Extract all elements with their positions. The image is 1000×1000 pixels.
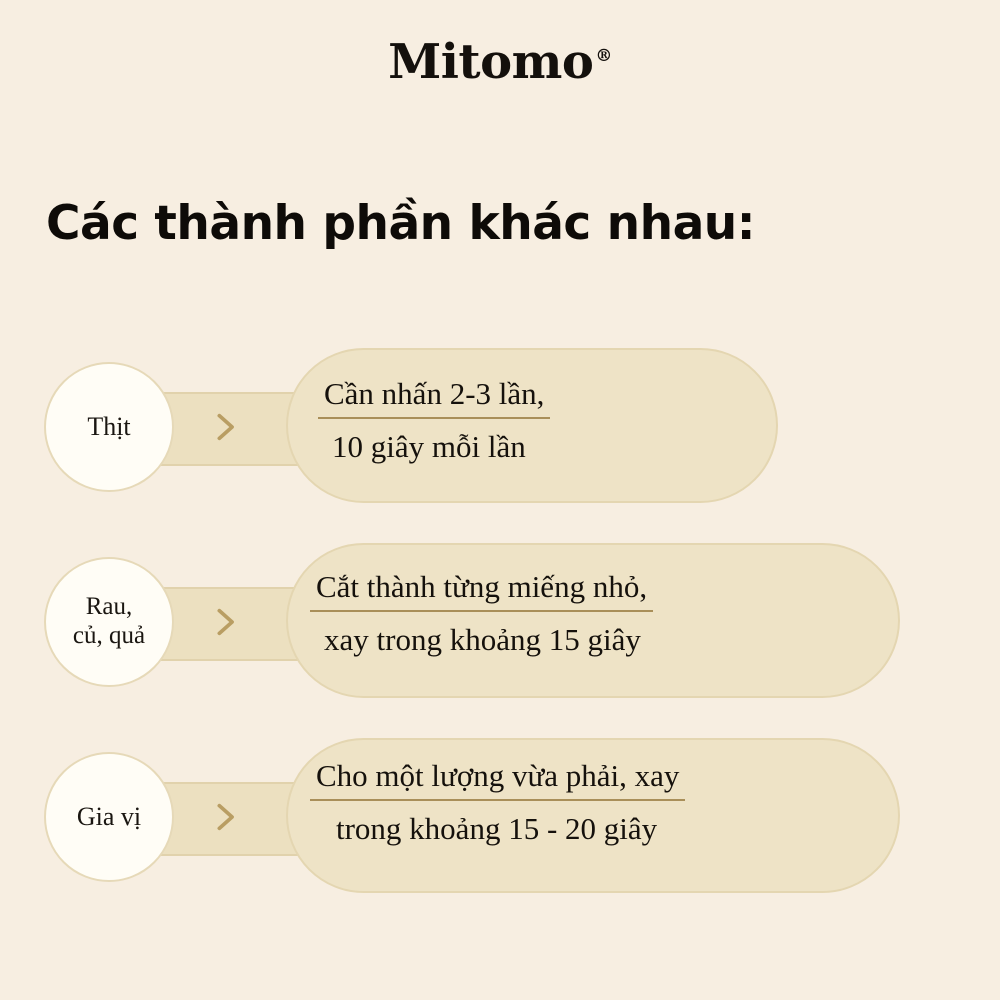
brand-logo: [0, 34, 1000, 90]
chevron-right-icon: [208, 410, 242, 444]
ingredient-badge: [44, 362, 174, 492]
chevron-right-icon: [208, 605, 242, 639]
ingredient-badge: [44, 752, 174, 882]
page-title: Các thành phần khác nhau:: [46, 196, 756, 251]
row-description-line2: xay trong khoảng 15 giây: [324, 622, 641, 657]
row-description: [310, 760, 910, 844]
row-description-line1: Cần nhấn 2-3 lần,: [318, 378, 550, 419]
row-description-line2: 10 giây mỗi lần: [332, 429, 526, 464]
ingredient-label-line1: Rau,: [85, 593, 133, 621]
row-description-line1: Cắt thành từng miếng nhỏ,: [310, 571, 653, 612]
list-item: [0, 348, 1000, 503]
row-description-line1: Cho một lượng vừa phải, xay: [310, 760, 685, 801]
ingredient-list: [0, 348, 1000, 933]
list-item: [0, 738, 1000, 893]
row-description-line2: trong khoảng 15 - 20 giây: [336, 811, 658, 846]
ingredient-label-line2: củ, quả: [72, 622, 146, 649]
ingredient-label: Gia vị: [76, 802, 142, 832]
chevron-right-icon: [208, 800, 242, 834]
brand-name: Mitomo: [388, 34, 594, 90]
ingredient-label: [73, 593, 145, 651]
list-item: [0, 543, 1000, 698]
row-description: [310, 571, 910, 655]
registered-mark: ®: [595, 46, 612, 66]
ingredient-label: Thịt: [87, 412, 131, 442]
row-description: [318, 378, 918, 462]
ingredient-badge: [44, 557, 174, 687]
